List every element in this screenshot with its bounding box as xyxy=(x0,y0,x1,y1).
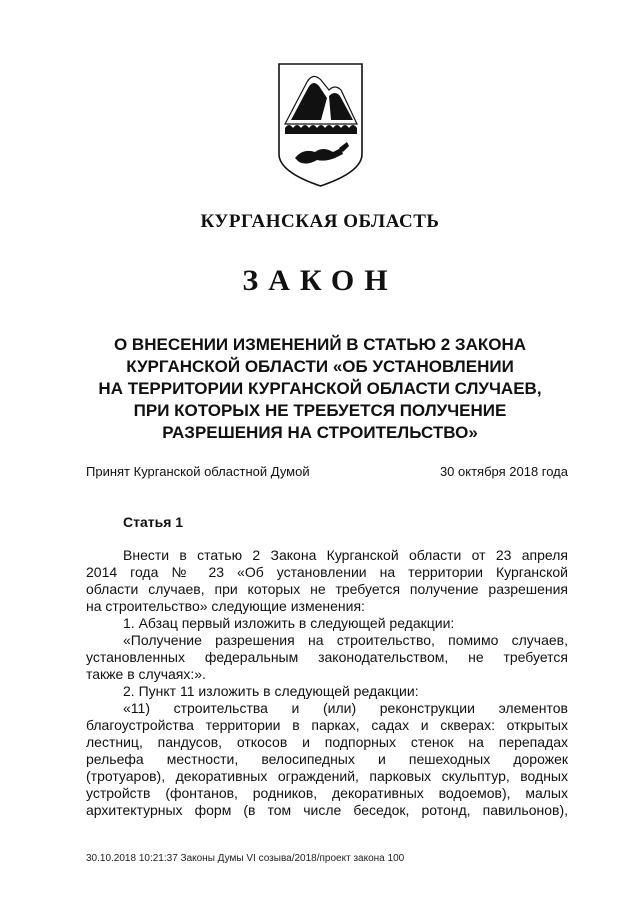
body-line: установленных федеральным законодательством, не требуется xyxy=(86,649,568,665)
law-title xyxy=(60,334,580,444)
law-title-line: КУРГАНСКОЙ ОБЛАСТИ «ОБ УСТАНОВЛЕНИИ xyxy=(126,357,514,376)
region-name: КУРГАНСКАЯ ОБЛАСТЬ xyxy=(200,211,440,232)
body-line: на строительство» следующие изменения: xyxy=(86,598,365,614)
law-title-line: ПРИ КОТОРЫХ НЕ ТРЕБУЕТСЯ ПОЛУЧЕНИЕ xyxy=(133,401,507,420)
article-heading: Статья 1 xyxy=(123,514,184,530)
body-line: 2. Пункт 11 изложить в следующей редакции: xyxy=(123,683,419,699)
body-line: устройств (фонтанов, родников, декоративных водоемов), малых xyxy=(86,785,568,801)
body-line: также в случаях:». xyxy=(86,666,206,682)
body-line: 1. Абзац первый изложить в следующей редакции: xyxy=(123,615,455,631)
body-line: Внести в статью 2 Закона Курганской области от 23 апреля xyxy=(123,547,568,563)
body-line: рельефа местности, велосипедных и пешеходных дорожек xyxy=(86,751,568,767)
adopted-by: Принят Курганской областной Думой xyxy=(86,464,310,479)
body-line: (тротуаров), декоративных ограждений, парковых скульптур, водных xyxy=(86,768,568,784)
body-line: архитектурных форм (в том числе беседок, ротонд, павильонов), xyxy=(86,802,568,818)
body-line: 2014 года № 23 «Об установлении на территории Курганской xyxy=(86,564,568,580)
document-type: ЗАКОН xyxy=(242,264,398,297)
article-body xyxy=(86,547,568,819)
body-line: благоустройства территории в парках, садах и скверах: открытых xyxy=(86,717,568,733)
body-line: области случаев, при которых не требуется получение разрешения xyxy=(86,581,568,597)
body-line: «11) строительства и (или) реконструкции элементов xyxy=(123,700,568,716)
adoption-date: 30 октября 2018 года xyxy=(439,464,568,479)
coat-of-arms-icon xyxy=(277,62,364,188)
body-line: лестниц, пандусов, откосов и подпорных стенок на перепадах xyxy=(86,734,568,750)
body-line: «Получение разрешения на строительство, помимо случаев, xyxy=(123,632,568,648)
law-title-line: НА ТЕРРИТОРИИ КУРГАНСКОЙ ОБЛАСТИ СЛУЧАЕВ, xyxy=(98,379,542,398)
law-title-line: РАЗРЕШЕНИЯ НА СТРОИТЕЛЬСТВО» xyxy=(162,423,478,442)
law-title-line: О ВНЕСЕНИИ ИЗМЕНЕНИЙ В СТАТЬЮ 2 ЗАКОНА xyxy=(113,335,527,354)
footer-stamp: 30.10.2018 10:21:37 Законы Думы VI созыва/2018/проект закона 100 xyxy=(86,853,405,864)
